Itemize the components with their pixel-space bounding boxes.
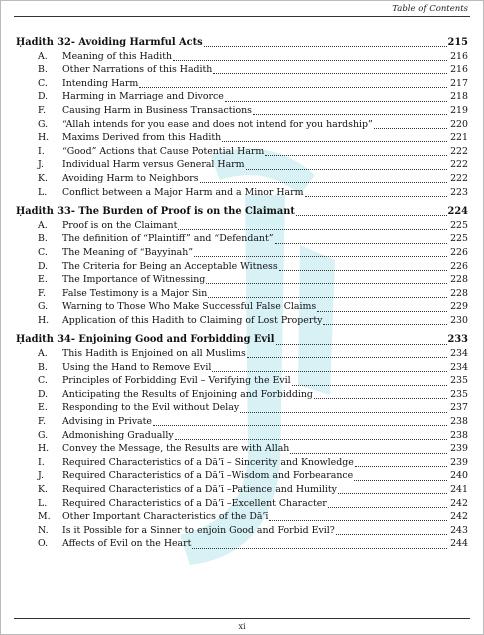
toc-entry-title: Individual Harm versus General Harm [62, 159, 245, 171]
toc-letter: I. [38, 145, 45, 157]
toc-entry-title: Other Important Characteristics of the Dā’ī [62, 511, 269, 523]
toc-entry-title: The Importance of Witnessing [62, 274, 206, 286]
toc-entry[interactable] [16, 219, 468, 233]
toc-page-number: 235 [450, 375, 468, 387]
toc-letter: E. [38, 402, 48, 414]
toc-leader-dots [213, 65, 447, 74]
toc-letter: D. [38, 260, 49, 272]
toc-letter: F. [38, 416, 47, 428]
toc-letter: N. [38, 524, 49, 536]
toc-letter: A. [38, 50, 48, 62]
toc-entry-title: Warning to Those Who Make Successful False Claims [62, 301, 317, 313]
toc-page-number: 223 [450, 186, 468, 198]
toc-letter: F. [38, 287, 47, 299]
toc-page-number: 244 [450, 538, 468, 550]
toc-section [16, 36, 468, 199]
toc-entry-title: Required Characteristics of a Dā’ī –Excellent Character [62, 497, 327, 509]
toc-leader-dots [317, 303, 447, 312]
toc-leader-dots [292, 377, 447, 386]
toc-entry[interactable] [16, 300, 468, 314]
toc-leader-dots [240, 404, 447, 413]
toc-entry-title: Is it Possible for a Sinner to enjoin Good and Forbid Evil? [62, 524, 335, 536]
toc-entry-title: Application of this Hadith to Claiming of Lost Property [62, 314, 323, 326]
running-header: Table of Contents [392, 4, 468, 14]
toc-letter: L. [38, 497, 48, 509]
toc-letter: G. [38, 301, 49, 313]
toc-entry-title: Proof is on the Claimant [62, 219, 178, 231]
toc-page-number: 225 [450, 233, 468, 245]
table-of-contents [16, 36, 468, 557]
toc-leader-dots [194, 248, 447, 257]
toc-entry[interactable] [16, 50, 468, 64]
toc-leader-dots [139, 79, 447, 88]
toc-page-number: 242 [450, 511, 468, 523]
toc-entry[interactable] [16, 524, 468, 538]
toc-entry[interactable] [16, 232, 468, 246]
toc-section-heading[interactable] [16, 205, 468, 219]
toc-letter: G. [38, 118, 49, 130]
toc-page-number: 224 [447, 206, 468, 218]
toc-leader-dots [253, 106, 447, 115]
toc-leader-dots [354, 472, 447, 481]
toc-letter: E. [38, 274, 48, 286]
toc-leader-dots [275, 235, 447, 244]
toc-page-number: 243 [450, 524, 468, 536]
toc-page-number: 234 [450, 361, 468, 373]
toc-leader-dots [153, 417, 447, 426]
toc-leader-dots [246, 161, 447, 170]
toc-letter: H. [38, 132, 50, 144]
toc-letter: H. [38, 443, 50, 455]
toc-entry-title: Other Narrations of this Hadith [62, 64, 213, 76]
toc-page-number: 226 [450, 260, 468, 272]
toc-entry[interactable] [16, 497, 468, 511]
toc-leader-dots [374, 120, 447, 129]
toc-entry-title: Intending Harm [62, 77, 139, 89]
toc-letter: J. [38, 470, 45, 482]
toc-letter: B. [38, 361, 48, 373]
toc-entry-title: Conflict between a Major Harm and a Minor Harm [62, 186, 304, 198]
toc-entry[interactable] [16, 442, 468, 456]
toc-entry[interactable] [16, 361, 468, 375]
toc-leader-dots [212, 363, 447, 372]
toc-entry-title: The definition of “Plaintiff” and “Defendant” [62, 233, 274, 245]
toc-page-number: 234 [450, 348, 468, 360]
toc-letter: C. [38, 246, 48, 258]
toc-leader-dots [290, 445, 447, 454]
toc-section [16, 205, 468, 327]
toc-entry-title: Required Characteristics of a Dā’ī –Wisdom and Forbearance [62, 470, 354, 482]
toc-section [16, 333, 468, 551]
toc-entry[interactable] [16, 401, 468, 415]
toc-letter: D. [38, 388, 49, 400]
toc-letter: F. [38, 104, 47, 116]
toc-entry-title: Required Characteristics of a Dā’ī –Patience and Humility [62, 484, 337, 495]
toc-entry-title: Principles of Forbidding Evil – Verifying the Evil [62, 375, 291, 387]
toc-entry[interactable] [16, 483, 468, 497]
toc-leader-dots [265, 147, 447, 156]
toc-entry[interactable] [16, 90, 468, 104]
toc-entry-title: Avoiding Harm to Neighbors [62, 172, 199, 184]
toc-page-number: 222 [450, 172, 468, 184]
page-number: xi [238, 622, 246, 631]
toc-entry-title: False Testimony is a Major Sin [62, 287, 208, 299]
toc-letter: A. [38, 348, 48, 360]
toc-leader-dots [355, 458, 447, 467]
toc-leader-dots [323, 316, 447, 325]
toc-entry-title: Causing Harm in Business Transactions [62, 104, 252, 116]
toc-page-number: 239 [450, 456, 468, 468]
toc-page-number: 229 [450, 301, 468, 313]
toc-page-number: 222 [450, 145, 468, 157]
toc-entry[interactable] [16, 347, 468, 361]
toc-entry[interactable] [16, 63, 468, 77]
toc-entry[interactable] [16, 145, 468, 159]
toc-page-number: 217 [450, 77, 468, 89]
toc-leader-dots [222, 133, 447, 142]
toc-entry[interactable] [16, 260, 468, 274]
toc-entry-title: Admonishing Gradually [62, 429, 174, 441]
toc-entry-title: Using the Hand to Remove Evil [62, 361, 212, 373]
toc-letter: B. [38, 233, 48, 245]
toc-page-number: 230 [450, 314, 468, 326]
toc-entry[interactable] [16, 388, 468, 402]
toc-letter: C. [38, 375, 48, 387]
toc-section-heading[interactable] [16, 36, 468, 50]
toc-page-number: 216 [450, 50, 468, 62]
toc-page-number: 226 [450, 246, 468, 258]
toc-page-number: 225 [450, 219, 468, 231]
toc-page-number: 216 [450, 64, 468, 76]
toc-entry-title: This Hadith is Enjoined on all Muslims [62, 348, 246, 360]
toc-leader-dots [338, 485, 447, 494]
toc-entry[interactable] [16, 287, 468, 301]
toc-page-number: 228 [450, 274, 468, 286]
toc-letter: G. [38, 429, 49, 441]
toc-entry[interactable] [16, 469, 468, 483]
toc-entry[interactable] [16, 118, 468, 132]
toc-page-number: 235 [450, 388, 468, 400]
toc-entry[interactable] [16, 77, 468, 91]
toc-letter: O. [38, 538, 49, 550]
toc-entry[interactable] [16, 172, 468, 186]
toc-leader-dots [314, 390, 447, 399]
toc-page-number: 218 [450, 91, 468, 103]
toc-leader-dots [192, 540, 447, 549]
toc-letter: C. [38, 77, 48, 89]
toc-leader-dots [225, 93, 447, 102]
toc-entry[interactable] [16, 537, 468, 551]
toc-entry-title: The Criteria for Being an Acceptable Witness [62, 260, 278, 272]
toc-page-number: 219 [450, 104, 468, 116]
toc-leader-dots [208, 289, 447, 298]
toc-page-number: 220 [450, 118, 468, 130]
toc-page-number: 215 [447, 37, 468, 48]
toc-letter: H. [38, 314, 50, 326]
toc-page-number: 221 [450, 132, 468, 144]
toc-letter: A. [38, 219, 48, 231]
toc-page-number: 222 [450, 159, 468, 171]
toc-page-number: 237 [450, 402, 468, 414]
toc-entry[interactable] [16, 158, 468, 172]
header-rule [14, 16, 470, 17]
toc-entry-title: Harming in Marriage and Divorce [62, 91, 224, 103]
toc-leader-dots [269, 512, 447, 521]
toc-section-heading[interactable] [16, 333, 468, 347]
toc-letter: B. [38, 64, 48, 76]
toc-entry[interactable] [16, 131, 468, 145]
toc-entry-title: Responding to the Evil without Delay [62, 402, 240, 414]
toc-entry-title: The Meaning of “Bayyinah” [62, 246, 194, 258]
toc-leader-dots [336, 526, 447, 535]
toc-entry[interactable] [16, 246, 468, 260]
toc-letter: K. [38, 172, 48, 184]
toc-entry[interactable] [16, 510, 468, 524]
toc-page-number: 240 [450, 470, 468, 482]
toc-letter: D. [38, 91, 49, 103]
toc-entry[interactable] [16, 415, 468, 429]
toc-entry-title: Advising in Private [62, 416, 152, 428]
toc-leader-dots [204, 38, 447, 47]
toc-entry-title: Anticipating the Results of Enjoining and Forbidding [62, 388, 313, 400]
toc-leader-dots [200, 174, 447, 183]
toc-entry[interactable] [16, 429, 468, 443]
toc-page-number: 239 [450, 443, 468, 455]
toc-letter: K. [38, 484, 48, 495]
toc-page-number: 233 [447, 334, 468, 346]
toc-entry[interactable] [16, 273, 468, 287]
toc-entry[interactable] [16, 456, 468, 470]
toc-entry[interactable] [16, 186, 468, 200]
toc-letter: L. [38, 186, 48, 198]
toc-heading-title: Ḥadith 33- The Burden of Proof is on the Claimant [16, 206, 295, 218]
toc-entry-title: “Allah intends for you ease and does not intend for you hardship” [62, 118, 373, 130]
toc-leader-dots [173, 52, 447, 61]
toc-letter: J. [38, 159, 45, 171]
footer-rule [14, 618, 470, 619]
toc-leader-dots [328, 499, 447, 508]
toc-page-number: 228 [450, 287, 468, 299]
toc-heading-title: Ḥadith 34- Enjoining Good and Forbidding Evil [16, 334, 275, 346]
toc-page-number: 242 [450, 497, 468, 509]
toc-entry[interactable] [16, 314, 468, 328]
toc-entry-title: Convey the Message, the Results are with Allah [62, 443, 290, 455]
toc-leader-dots [206, 275, 447, 284]
toc-page-number: 241 [450, 484, 468, 495]
toc-leader-dots [178, 221, 447, 230]
toc-letter: M. [38, 511, 51, 523]
toc-page-number: 238 [450, 429, 468, 441]
toc-letter: I. [38, 456, 45, 468]
toc-entry-title: Meaning of this Hadith [62, 50, 173, 62]
toc-heading-title: Ḥadith 32- Avoiding Harmful Acts [16, 37, 203, 48]
toc-leader-dots [305, 188, 447, 197]
toc-entry-title: Affects of Evil on the Heart [62, 538, 192, 550]
toc-leader-dots [279, 262, 447, 271]
toc-entry[interactable] [16, 374, 468, 388]
toc-entry-title: Maxims Derived from this Hadith [62, 132, 222, 144]
toc-entry-title: Required Characteristics of a Dā’ī – Sincerity and Knowledge [62, 456, 354, 468]
toc-leader-dots [296, 207, 447, 216]
toc-entry[interactable] [16, 104, 468, 118]
toc-entry-title: “Good” Actions that Cause Potential Harm [62, 145, 265, 157]
toc-leader-dots [175, 431, 447, 440]
toc-leader-dots [247, 349, 447, 358]
toc-leader-dots [276, 336, 447, 345]
toc-page-number: 238 [450, 416, 468, 428]
